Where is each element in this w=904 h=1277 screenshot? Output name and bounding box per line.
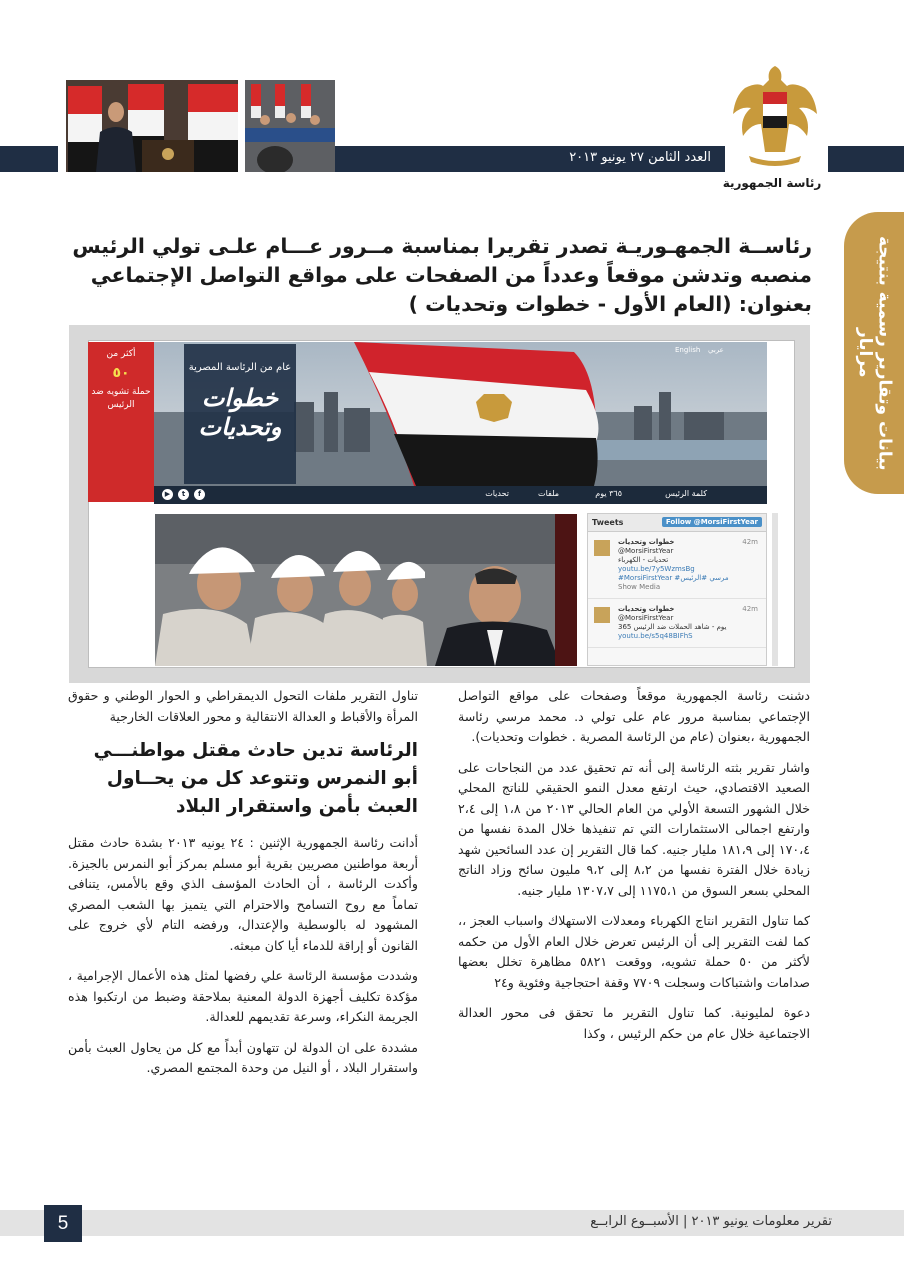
tweet-avatar bbox=[594, 607, 610, 623]
tweet-avatar bbox=[594, 540, 610, 556]
lang-english-link[interactable]: English bbox=[675, 346, 701, 354]
tweets-scrollbar[interactable] bbox=[772, 513, 778, 666]
paragraph: كما تناول التقرير انتاج الكهرباء ومعدلات الاستهلاك واسباب العجز ،، كما لفت التقرير إلى أن الرئيس تعرض خلال العام الأول من حكمه لأكثر من ٥٠ حملة تشويه، ووقعت ٥٨٢١ مظاهرة تخلل بعضها صدامات واشتباكات وسجلت ٧٧٠٩ وقفة احتجاجية وفئوية و٢٤ bbox=[458, 913, 810, 990]
paragraph: دشنت رئاسة الجمهورية موقعاً وصفحات على مواقع التواصل الإجتماعي بمناسبة مرور عام على تولي د. محمد مرسي رئاسة الجمهورية ،بعنوان (عام من الرئاسة المصرية . خطوات وتحديات). bbox=[458, 688, 810, 744]
twitter-icon[interactable]: t bbox=[178, 489, 189, 500]
nav-challenges[interactable]: تحديات bbox=[485, 489, 509, 498]
show-media-link[interactable]: Show Media bbox=[618, 583, 661, 591]
headline-line-1: رئاســة الجمهـوريـة تصدر تقريرا بمناسبة مــرور عـــام علـى تولي الرئيس bbox=[72, 234, 812, 258]
tweet-item: 42m خطوات وتحديات @MorsiFirstYear يوم - شاهد الحملات ضد الرئيس 365 youtu.be/s5q48BIFhS bbox=[588, 599, 766, 648]
paragraph: تناول التقرير ملفات التحول الديمقراطي و الحوار الوطني و حقوق المرأة والأقباط و العدالة الانتقالية و محور العلاقات الخارجية bbox=[68, 688, 418, 724]
banner-title-box bbox=[184, 344, 296, 484]
paragraph: وشددت مؤسسة الرئاسة علي رفضها لمثل هذه الأعمال الإجرامية ، مؤكدة تكليف أجهزة الدولة المعنية بملاحقة وضبط من ارتكبوا هذه الجريمة النكراء، وسرعة تقديمهم للعدالة. bbox=[68, 968, 418, 1024]
campaign-counter-strip bbox=[88, 342, 154, 502]
headline-line-3: بعنوان: (العام الأول - خطوات وتحديات ) bbox=[408, 292, 812, 316]
nav-files[interactable]: ملفات bbox=[538, 489, 559, 498]
issue-bar bbox=[335, 146, 725, 172]
facebook-icon[interactable]: f bbox=[194, 489, 205, 500]
youtube-icon[interactable]: ▶ bbox=[162, 489, 173, 500]
banner-title-line-1: خطوات bbox=[201, 383, 279, 412]
twitter-feed-widget bbox=[587, 513, 767, 666]
header-bar-right bbox=[828, 146, 904, 172]
eagle-emblem-logo bbox=[727, 62, 823, 170]
article-column-right bbox=[458, 686, 810, 1054]
counter-suffix: حملة تشويه ضد الرئيس bbox=[91, 387, 151, 410]
tweet-link[interactable]: youtu.be/s5q48BIFhS bbox=[618, 632, 693, 640]
follow-button[interactable]: Follow @MorsiFirstYear bbox=[662, 517, 762, 527]
lang-arabic-link[interactable]: عربي bbox=[708, 346, 724, 354]
nav-president-speech[interactable]: كلمة الرئيس bbox=[665, 489, 707, 498]
page-number: 5 bbox=[44, 1205, 82, 1242]
paragraph: واشار تقرير بثته الرئاسة إلى أنه تم تحقيق عدد من النجاحات على الصعيد الاقتصادي، حيث ارتفع معدل النمو الحقيقي للناتج المحلي خلال الشهور التسعة الأولي من العام الحالي ٢٠١٣ من ١،٨ إلى ٢،٤ وارتفع اجمالى الاستثمارات التي تم تنفيذها خلال المدة نفسها من ١٧٠،٤ إلى ١٨١،٩ مليار جنيه. كما قال التقرير إن عدد السائحين شهد زيادة خلال الفترة نفسها من ٨،٢ إلى ٩،٢ مليون سائح وزاد الناتج المحلي بسعر السوق من ١١٧٥،١ إلى ١٣٠٧،٧ مليار جنيه. bbox=[458, 759, 811, 898]
issue-label: العدد الثامن ٢٧ يونيو ٢٠١٣ bbox=[569, 150, 711, 165]
footer-report-title: تقرير معلومات يونيو ٢٠١٣ | الأسبــوع الرابــع bbox=[590, 1214, 832, 1229]
section-subheading: الرئاسة تدين حادث مقتل مواطنـــي أبو النمرس وتتوعد كل من يحــاول العبث بأمن واستقرار البلاد bbox=[93, 740, 418, 817]
headline-line-2: منصبه وتدشن موقعاً وعدداً من الصفحات على مواقع التواصل الإجتماعي bbox=[90, 263, 812, 287]
banner-title-line-2: وتحديات bbox=[198, 412, 282, 441]
president-with-workers-photo bbox=[155, 514, 577, 666]
banner-subtitle: عام من الرئاسة المصرية bbox=[188, 362, 292, 373]
tweets-header: Tweets Follow @MorsiFirstYear bbox=[588, 514, 766, 532]
tweet-link[interactable]: youtu.be/7y5WzmsBg bbox=[618, 565, 695, 573]
counter-prefix: أكثر من bbox=[106, 349, 136, 359]
tweet-item: 42m خطوات وتحديات @MorsiFirstYear تحديات - الكهرباء youtu.be/7y5WzmsBg #MorsiFirstYear #مرسي #الرئيس Show Media bbox=[588, 532, 766, 599]
site-nav-bar bbox=[154, 486, 767, 504]
header-bar-left bbox=[0, 146, 58, 172]
emblem-caption: رئاسة الجمهورية bbox=[722, 176, 822, 190]
header-photo-president-speech bbox=[66, 80, 238, 172]
header-photo-meeting bbox=[245, 80, 335, 172]
article-column-left bbox=[68, 686, 418, 1089]
paragraph: مشددة على ان الدولة لن تتهاون أبداً مع كل من يحاول العبث بأمن واستقرار البلاد ، أو النيل من وحدة المجتمع المصري. bbox=[68, 1039, 418, 1075]
section-side-tab-label: بيانات وتقارير رسمية بنتيجة مرايار bbox=[855, 235, 895, 471]
nav-365-days[interactable]: ٣٦٥ يوم bbox=[595, 489, 622, 498]
paragraph: دعوة لمليونية. كما تناول التقرير ما تحقق فى محور العدالة الاجتماعية خلال عام من حكم الرئيس ، وكذا bbox=[458, 1005, 810, 1041]
paragraph: أدانت رئاسة الجمهورية الإثنين : ٢٤ يونيه ٢٠١٣ بشدة حادث مقتل أربعة مواطنين مصريين بقرية أبو مسلم بمركز أبو النمرس بالجيزة. وأكدت الرئاسة ، أن الحادث المؤسف الذي وقع بالأمس، يتنافى تماماً مع روح التسامح والاحترام التي يتميز بها الشعب المصري المشهود له بالوسطية والإعتدال، ورفضه التام لأي خروج على القانون أو إراقة للدماء أيا كان مبعثه. bbox=[68, 835, 419, 953]
counter-number: ٥٠ bbox=[112, 365, 130, 381]
article-headline bbox=[60, 232, 812, 319]
